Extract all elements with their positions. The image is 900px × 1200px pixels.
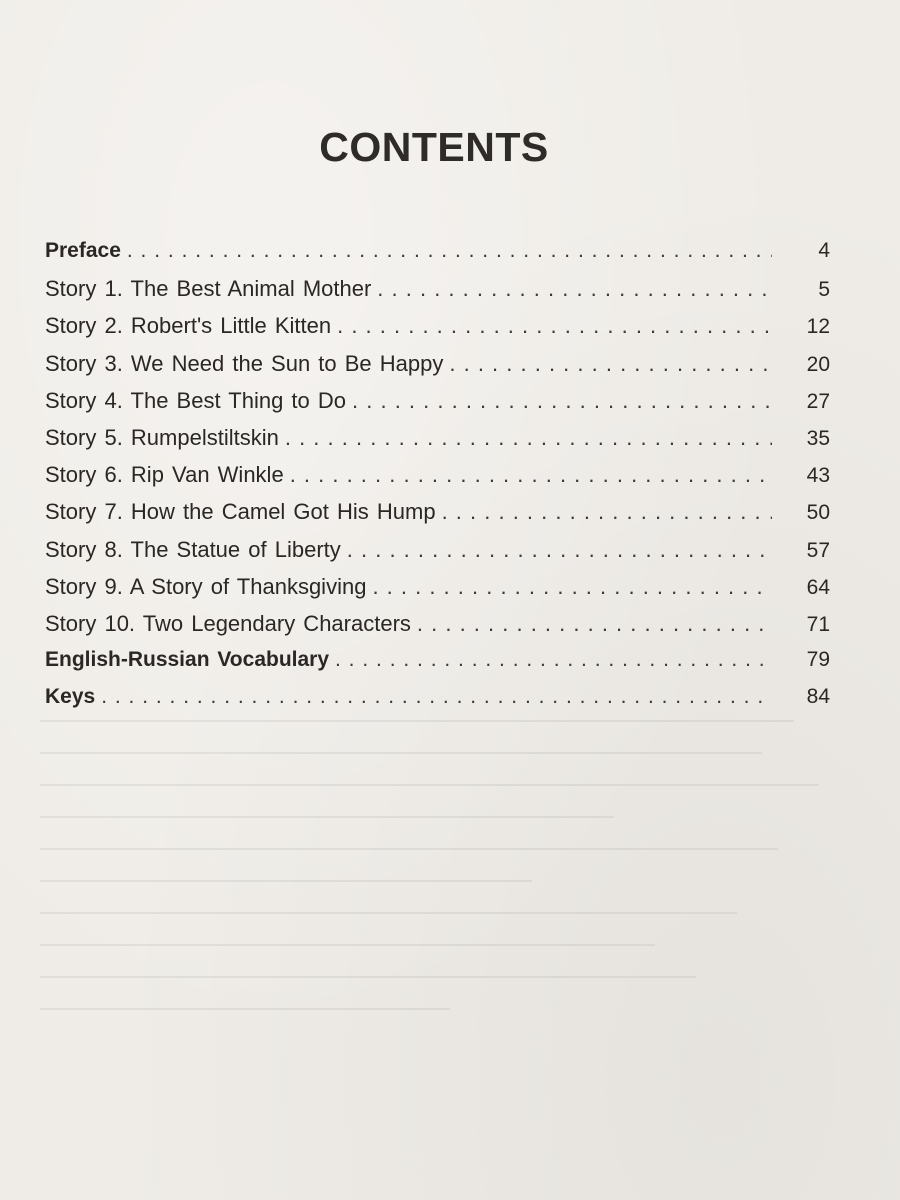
toc-entry-label: Story 8. The Statue of Liberty [45, 536, 341, 562]
dot-leader [417, 611, 772, 637]
toc-entry-story-4[interactable] [45, 388, 830, 425]
toc-entry-vocabulary[interactable] [45, 648, 830, 685]
toc-entry-page: 20 [806, 352, 830, 376]
bleed-through-decoration [40, 720, 860, 1160]
toc-entry-story-9[interactable] [45, 574, 830, 611]
toc-entry-story-1[interactable] [45, 276, 830, 313]
dot-leader [347, 537, 772, 563]
toc-entry-story-10[interactable] [45, 611, 830, 648]
toc-entry-label: Story 4. The Best Thing to Do [45, 387, 347, 413]
dot-leader [377, 276, 772, 302]
toc-entry-page: 12 [806, 315, 830, 339]
toc-entry-page: 57 [806, 538, 830, 562]
toc-entry-story-2[interactable] [45, 313, 830, 350]
toc-entry-story-8[interactable] [45, 537, 830, 574]
dot-leader [372, 574, 772, 600]
dot-leader [290, 462, 772, 488]
toc-entry-label: English-Russian Vocabulary [45, 648, 330, 672]
toc-entry-label: Story 2. Robert's Little Kitten [45, 313, 332, 339]
table-of-contents [45, 239, 830, 722]
toc-entry-page: 5 [818, 278, 830, 302]
toc-entry-page: 4 [818, 239, 830, 262]
dot-leader [101, 685, 772, 709]
toc-entry-label: Preface [45, 239, 121, 262]
toc-entry-label: Story 6. Rip Van Winkle [45, 462, 284, 488]
toc-entry-label: Story 5. Rumpelstiltskin [45, 424, 279, 450]
toc-entry-label: Story 7. How the Camel Got His Hump [45, 499, 436, 525]
dot-leader [352, 388, 772, 414]
dot-leader [285, 425, 772, 451]
toc-entry-page: 79 [806, 648, 830, 672]
dot-leader [442, 499, 772, 525]
dot-leader [449, 351, 772, 377]
toc-entry-label: Keys [45, 685, 96, 709]
toc-entry-page: 43 [806, 464, 830, 488]
toc-entry-preface[interactable] [45, 239, 830, 276]
toc-entry-page: 84 [806, 685, 830, 709]
dot-leader [127, 239, 772, 263]
toc-entry-label: Story 9. A Story of Thanksgiving [45, 573, 367, 599]
toc-entry-label: Story 1. The Best Animal Mother [45, 276, 372, 302]
toc-entry-page: 71 [806, 612, 830, 636]
toc-entry-page: 35 [806, 426, 830, 450]
toc-entry-page: 50 [806, 501, 830, 525]
dot-leader [335, 648, 772, 672]
toc-entry-page: 27 [806, 389, 830, 413]
page-title: CONTENTS [319, 124, 549, 170]
toc-entry-label: Story 10. Two Legendary Characters [45, 610, 411, 636]
toc-entry-page: 64 [806, 575, 830, 599]
toc-entry-story-3[interactable] [45, 351, 830, 388]
toc-entry-story-7[interactable] [45, 499, 830, 536]
toc-entry-label: Story 3. We Need the Sun to Be Happy [45, 350, 444, 376]
dot-leader [337, 313, 772, 339]
toc-entry-keys[interactable] [45, 685, 830, 722]
toc-entry-story-6[interactable] [45, 462, 830, 499]
toc-entry-story-5[interactable] [45, 425, 830, 462]
